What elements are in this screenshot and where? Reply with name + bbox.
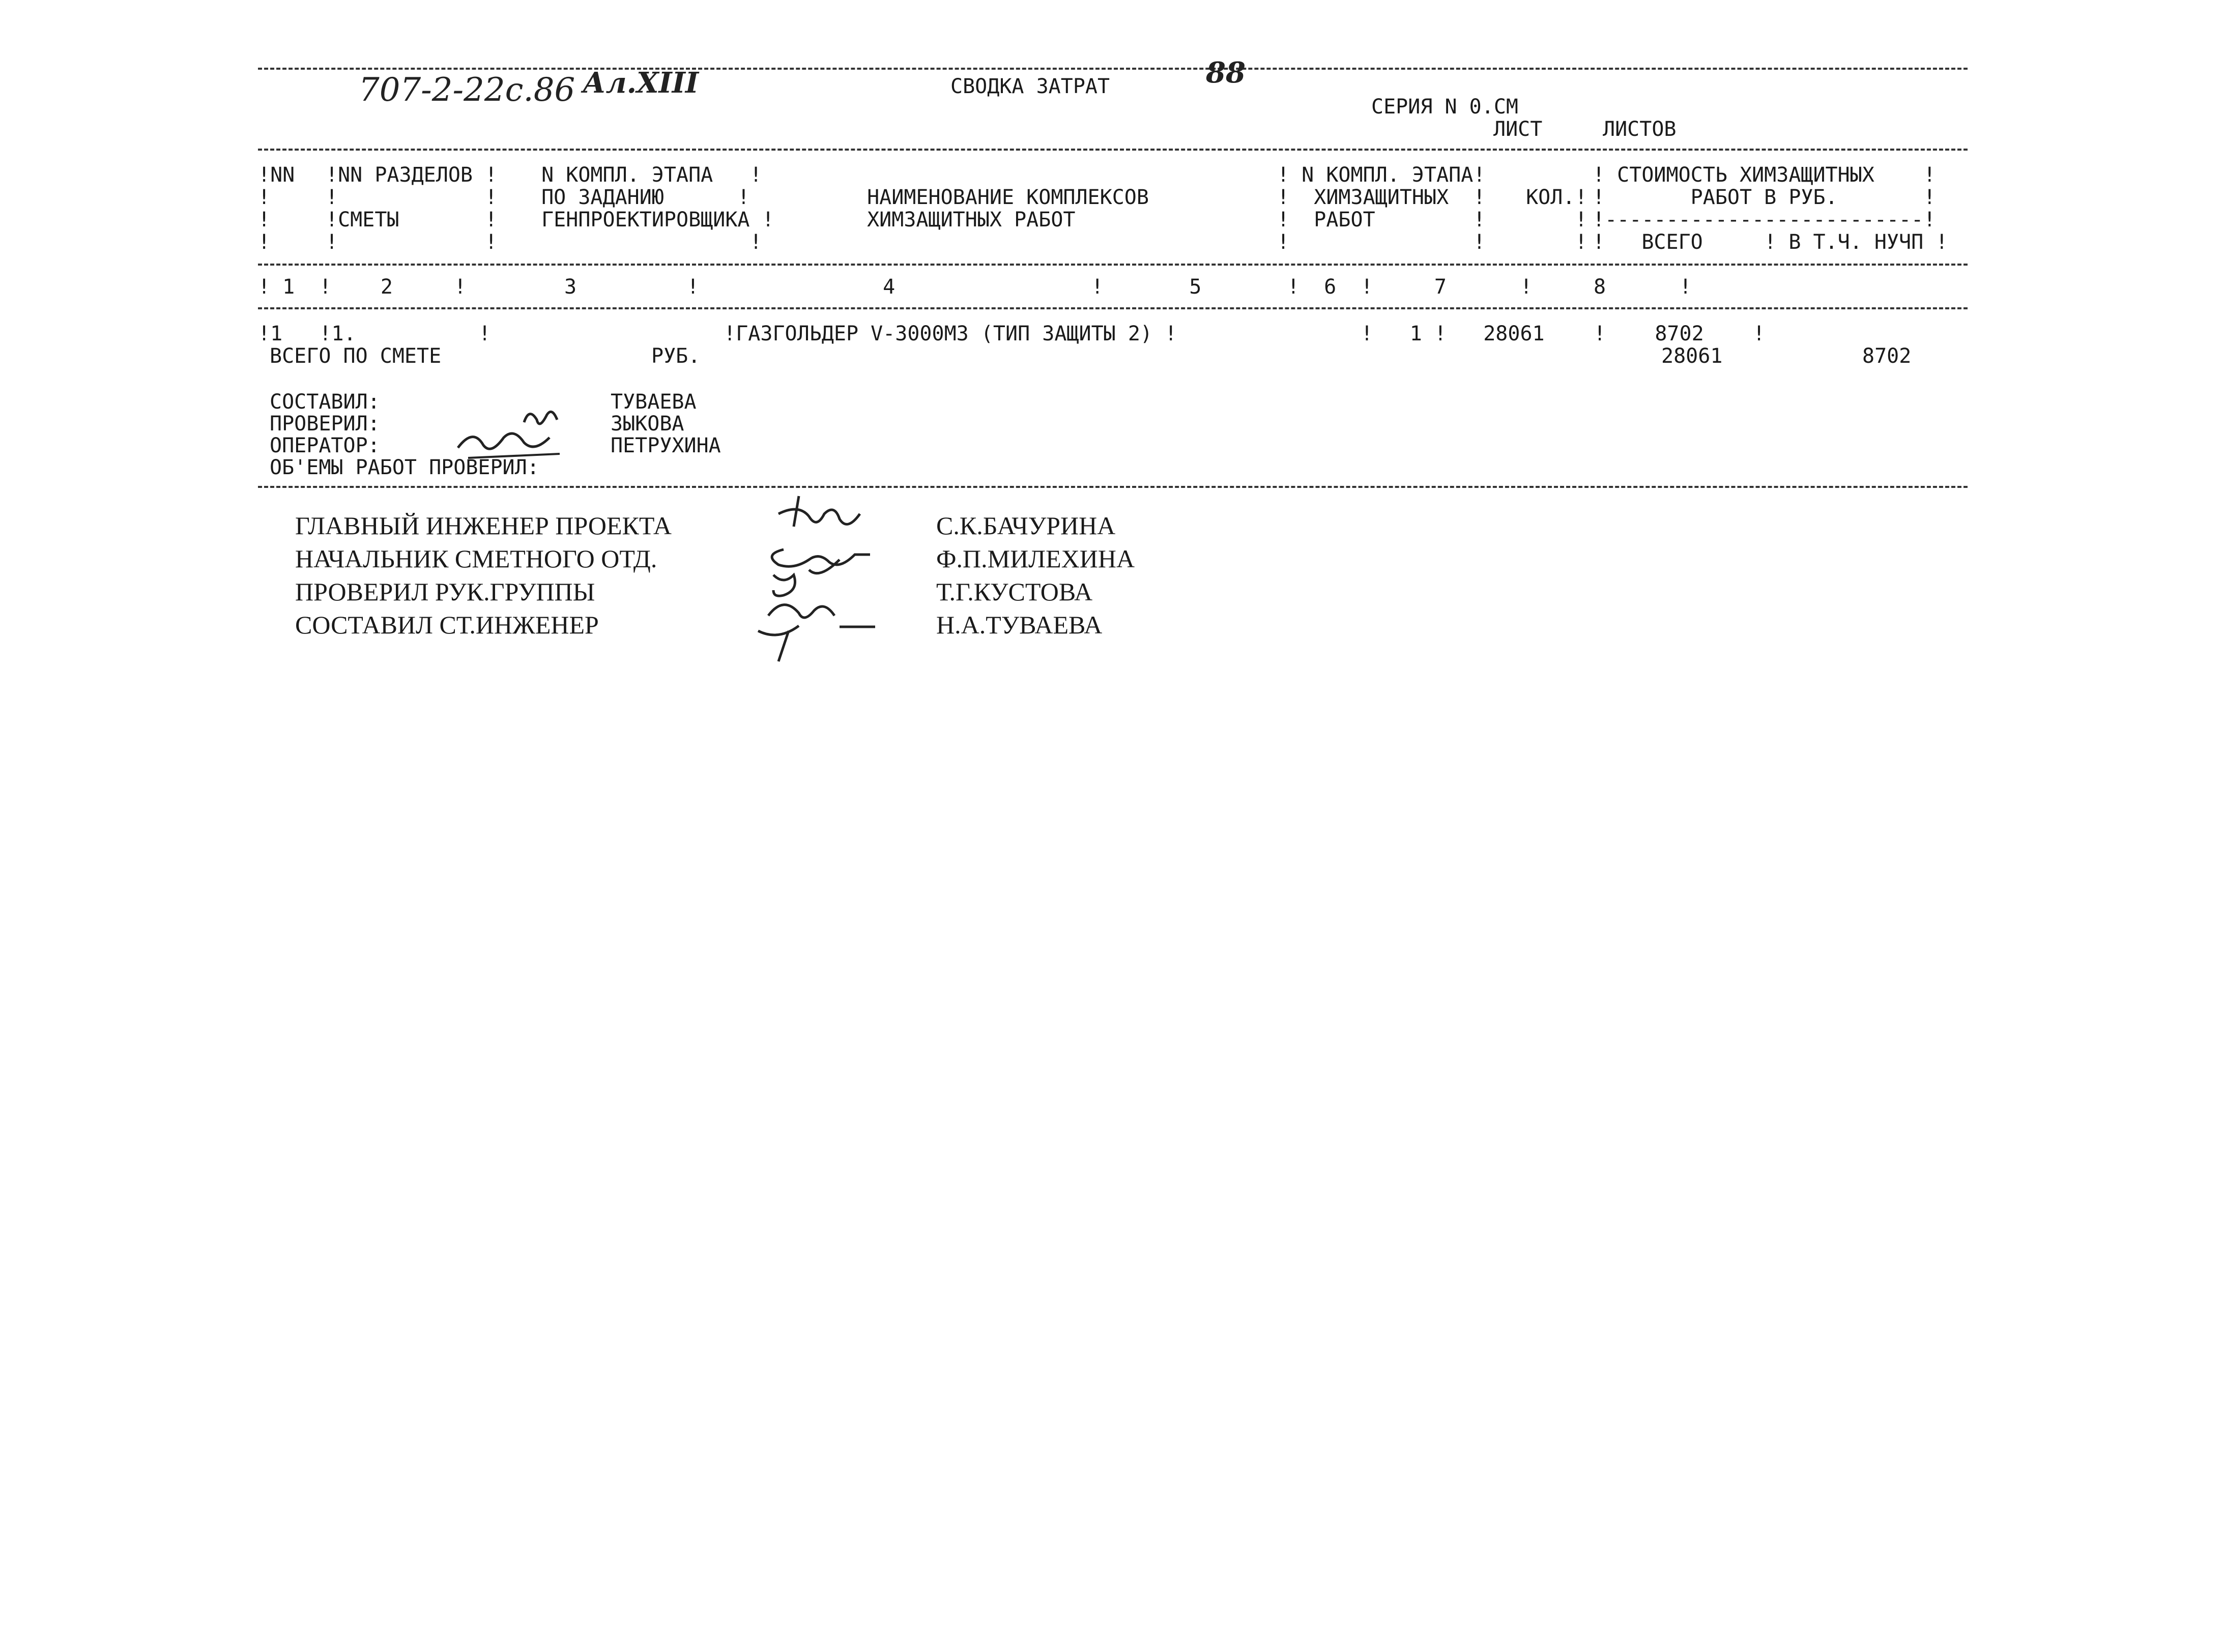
operator-name: ПЕТРУХИНА	[611, 434, 721, 457]
approval-signatures	[748, 494, 901, 677]
total-label: ВСЕГО ПО СМЕТЕ	[270, 344, 442, 368]
col-header-cost: ! СТОИМОСТЬ ХИМЗАЩИТНЫХ ! ! РАБОТ В РУБ. ! !--------------------------! ! ВСЕГО ! В Т.Ч. НУЧП !	[1593, 163, 1948, 254]
approval-name-3: Т.Г.КУСТОВА	[936, 577, 1093, 606]
approval-name-4: Н.А.ТУВАЕВА	[936, 611, 1103, 639]
total-nuchp: 8702	[1862, 344, 1912, 368]
sheets-label: ЛИСТОВ	[1603, 118, 1677, 141]
column-number-row: ! 1 ! 2 ! 3 ! 4 ! 5 ! 6 ! 7 ! 8 !	[258, 275, 1692, 299]
checked-name: ЗЫКОВА	[611, 412, 684, 436]
table-rule-bottom	[258, 486, 1968, 488]
col-header-qty: КОЛ.! ! !	[1526, 186, 1587, 254]
total-unit: РУБ.	[651, 344, 701, 368]
col-header-nn: !NN ! ! !	[258, 163, 295, 254]
table-rule-header-bottom	[258, 264, 1968, 266]
col-header-name: НАИМЕНОВАНИЕ КОМПЛЕКСОВ ХИМЗАЩИТНЫХ РАБОТ	[867, 186, 1149, 231]
sheet-label: ЛИСТ	[1493, 118, 1543, 141]
col-header-stage: N КОМПЛ. ЭТАПА ! ПО ЗАДАНИЮ ! ГЕНПРОЕКТИРОВЩИКА ! !	[541, 163, 774, 254]
table-rule-top	[258, 149, 1968, 151]
operator-label: ОПЕРАТОР:	[270, 434, 380, 457]
approval-role-3: ПРОВЕРИЛ РУК.ГРУППЫ	[295, 577, 595, 606]
table-rule-numbers-bottom	[258, 307, 1968, 309]
series-label: СЕРИЯ N 0.СМ	[1371, 95, 1518, 119]
handwritten-album: Ал.XIII	[583, 66, 699, 100]
composed-name: ТУВАЕВА	[611, 390, 697, 414]
approval-role-4: СОСТАВИЛ СТ.ИНЖЕНЕР	[295, 611, 599, 639]
handwritten-page-number: 88	[1206, 56, 1246, 90]
approval-name-1: С.К.БАЧУРИНА	[936, 511, 1116, 540]
approval-role-1: ГЛАВНЫЙ ИНЖЕНЕР ПРОЕКТА	[295, 511, 672, 540]
total-sum: 28061	[1661, 344, 1723, 368]
approval-role-2: НАЧАЛЬНИК СМЕТНОГО ОТД.	[295, 544, 657, 573]
checked-label: ПРОВЕРИЛ:	[270, 412, 380, 436]
approval-name-2: Ф.П.МИЛЕХИНА	[936, 544, 1135, 573]
handwritten-code: 707-2-22с.86	[359, 71, 575, 109]
composed-label: СОСТАВИЛ:	[270, 390, 380, 414]
top-rule	[258, 68, 1968, 70]
volumes-checked-label: ОБ'ЕМЫ РАБОТ ПРОВЕРИЛ:	[270, 456, 539, 479]
document-title: СВОДКА ЗАТРАТ	[950, 75, 1110, 98]
col-header-chem-stage: ! N КОМПЛ. ЭТАПА! ! ХИМЗАЩИТНЫХ ! ! РАБОТ ! ! !	[1277, 163, 1486, 254]
col-header-sections: !NN РАЗДЕЛОВ ! ! ! !СМЕТЫ ! ! !	[326, 163, 498, 254]
table-row: !1 !1. ! !ГАЗГОЛЬДЕР V-3000М3 (ТИП ЗАЩИТЫ 2) ! ! 1 ! 28061 ! 8702 !	[258, 322, 1766, 345]
staff-signature-marks	[438, 402, 600, 468]
